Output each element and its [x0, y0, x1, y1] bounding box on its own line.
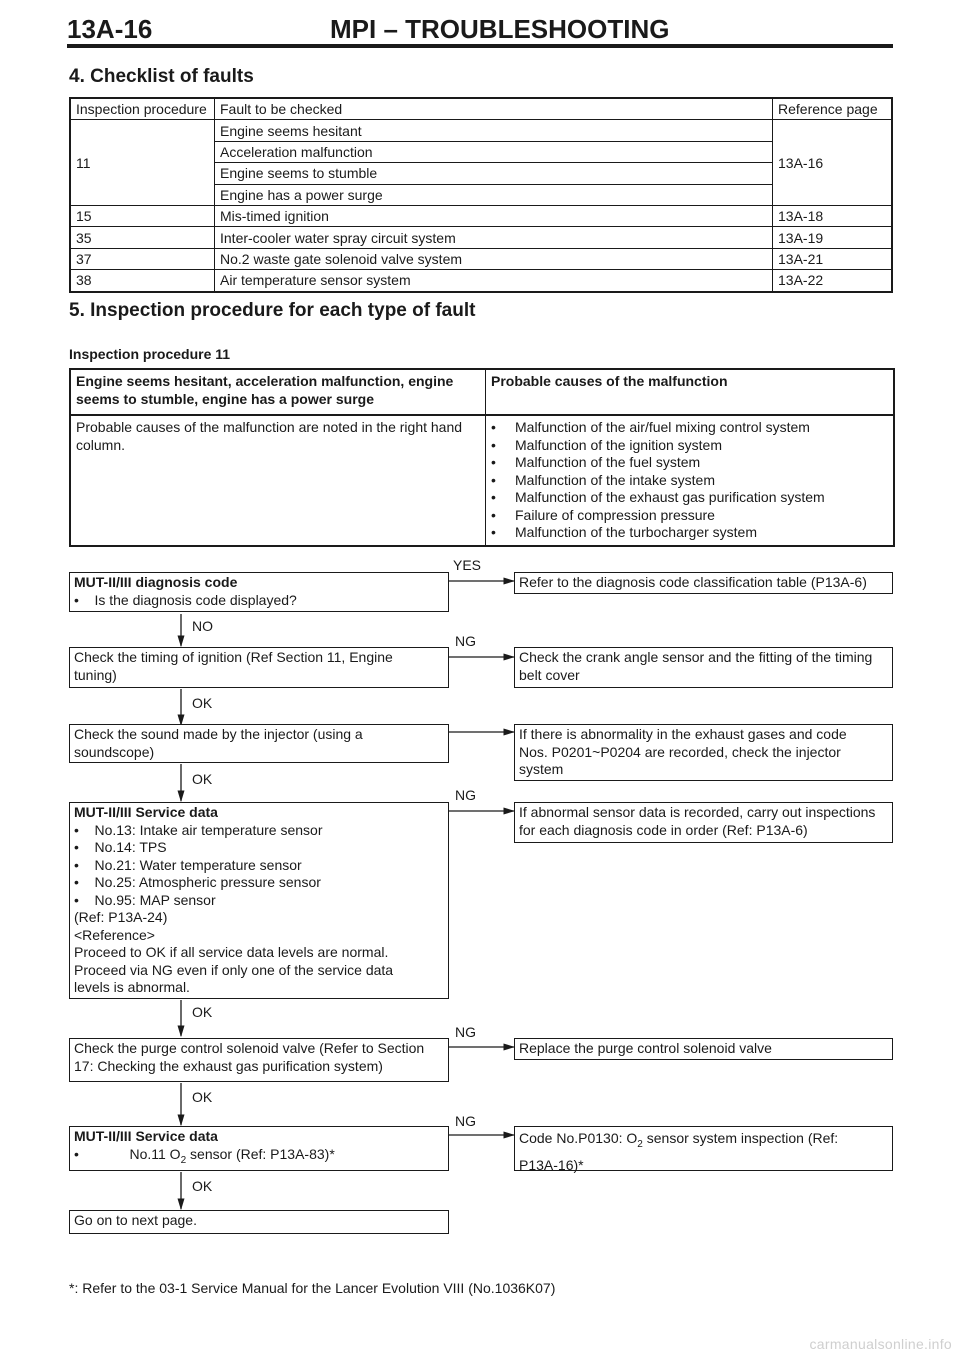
symptom-note: Probable causes of the malfunction are noted in the right hand column.: [70, 415, 486, 546]
ok-label: OK: [192, 1004, 213, 1020]
table-cell: No.2 waste gate solenoid valve system: [215, 248, 773, 269]
action-text: If abnormal sensor data is recorded, carry out inspections: [519, 804, 876, 820]
yes-action-box: [514, 572, 893, 594]
ok-label: OK: [192, 695, 213, 711]
table-cell: Engine has a power surge: [215, 184, 773, 205]
step-text: Check the purge control solenoid valve (Refer to Section: [74, 1040, 425, 1056]
step-item: • No.13: Intake air temperature sensor: [74, 821, 323, 838]
ng-action-box: [514, 647, 893, 688]
inspection-heading: 5. Inspection procedure for each type of fault: [69, 300, 476, 321]
causes-header: Probable causes of the malfunction: [486, 369, 895, 415]
step-o2-sensor: [69, 1126, 449, 1171]
step-text: tuning): [74, 666, 117, 683]
ok-label: OK: [192, 771, 213, 787]
list-item: • Failure of compression pressure: [491, 507, 888, 525]
ng-action-box: [514, 802, 893, 843]
symptom-header: Engine seems hesitant, acceleration malfunction, engine seems to stumble, engine has a power surge: [70, 369, 486, 415]
table-cell: 38: [70, 270, 215, 292]
ok-label: OK: [192, 1178, 213, 1194]
table-cell: 15: [70, 205, 215, 226]
step-text: Go on to next page.: [74, 1212, 197, 1228]
list-item: • Malfunction of the air/fuel mixing control system: [491, 419, 888, 437]
action-text: for each diagnosis code in order (Ref: P13A-6): [519, 821, 808, 838]
action-text: P13A-16)*: [519, 1156, 584, 1173]
step-text: soundscope): [74, 743, 155, 760]
step-item-text: No.25: Atmospheric pressure sensor: [94, 874, 321, 890]
table-cell: Inter-cooler water spray circuit system: [215, 227, 773, 248]
ng-label: NG: [455, 633, 476, 649]
table-cell: 37: [70, 248, 215, 269]
ng-action-box: [514, 1038, 893, 1060]
step-service-data: [69, 802, 449, 999]
step-text: Check the timing of ignition (Ref Section 11, Engine: [74, 649, 393, 665]
procedure-subheading: Inspection procedure 11: [69, 346, 231, 362]
page-title: MPI – TROUBLESHOOTING: [330, 14, 670, 44]
step-item-text: No.95: MAP sensor: [94, 891, 216, 908]
table-cell: 13A-18: [773, 205, 893, 226]
action-text: belt cover: [519, 666, 580, 683]
action-text-part: sensor system inspection (Ref:: [642, 1130, 839, 1146]
step-ignition-timing: [69, 647, 449, 688]
ng-label: NG: [455, 787, 476, 803]
list-item: • Malfunction of the turbocharger system: [491, 524, 888, 542]
action-text: system: [519, 761, 564, 777]
list-item: • Malfunction of the exhaust gas purification system: [491, 489, 888, 507]
watermark: carmanualsonline.info: [809, 1336, 952, 1352]
step-item-text: No.11 O: [129, 1145, 181, 1162]
list-item: • Malfunction of the fuel system: [491, 454, 888, 472]
step-text: (Ref: P13A-24): [74, 909, 168, 925]
table-cell: 11: [70, 120, 215, 206]
step-text: Proceed to OK if all service data levels are normal.: [74, 944, 389, 960]
table-cell: Acceleration malfunction: [215, 141, 773, 162]
table-cell: Mis-timed ignition: [215, 205, 773, 226]
action-text: Check the crank angle sensor and the fitting of the timing: [519, 649, 873, 665]
step-text: Proceed via NG even if only one of the service data: [74, 961, 394, 978]
table-cell: 13A-21: [773, 248, 893, 269]
step-item-text: No.21: Water temperature sensor: [94, 856, 302, 873]
step-text: Check the sound made by the injector (using a: [74, 726, 363, 742]
ng-label: NG: [455, 1024, 476, 1040]
step-text: levels is abnormal.: [74, 979, 190, 995]
step-injector-sound: [69, 724, 449, 763]
step-next-page: [69, 1210, 449, 1234]
ng-label: NG: [455, 1113, 476, 1129]
footnote: *: Refer to the 03-1 Service Manual for the Lancer Evolution VIII (No.1036K07): [69, 1280, 556, 1296]
step-item: • No.14: TPS: [74, 839, 167, 855]
action-text: Nos. P0201~P0204 are recorded, check the injector: [519, 743, 841, 760]
step-item: • No.95: MAP sensor: [74, 891, 216, 908]
step-item: • No.11 $O_2$ sensor (Ref: P13A-83)*: [74, 1145, 335, 1166]
step-item-text: sensor (Ref: P13A-83)*: [186, 1145, 335, 1162]
no-label: NO: [192, 618, 213, 634]
ng-action-box: [514, 1126, 893, 1171]
subscript: 2: [180, 1154, 187, 1166]
page-number: 13A-16: [67, 14, 153, 44]
action-text-part: Code No.P0130: O: [519, 1130, 638, 1146]
step-diagnosis-code: [69, 572, 449, 612]
step-title: MUT-II/III Service data: [74, 1128, 218, 1144]
table-cell: Air temperature sensor system: [215, 270, 773, 292]
step-item-text: No.14: TPS: [94, 839, 167, 855]
table-cell: 35: [70, 227, 215, 248]
checklist-heading: 4. Checklist of faults: [69, 66, 254, 87]
step-item: • No.21: Water temperature sensor: [74, 856, 302, 873]
subscript: 2: [637, 1138, 643, 1150]
action-text: Refer to the diagnosis code classification table (P13A-6): [519, 574, 867, 590]
table-cell: Engine seems hesitant: [215, 120, 773, 141]
step-purge-valve: [69, 1038, 449, 1082]
table-cell: 13A-16: [773, 120, 893, 206]
step-item: • No.25: Atmospheric pressure sensor: [74, 874, 321, 890]
step-title: MUT-II/III diagnosis code: [74, 574, 238, 590]
step-item: • Is the diagnosis code displayed?: [74, 591, 297, 608]
ng-action-box: [514, 724, 893, 781]
action-text: If there is abnormality in the exhaust gases and code: [519, 726, 847, 742]
step-text: 17: Checking the exhaust gas purification system): [74, 1057, 383, 1074]
ok-label: OK: [192, 1089, 213, 1105]
action-text: Replace the purge control solenoid valve: [519, 1040, 772, 1056]
yes-label: YES: [453, 557, 482, 573]
step-item-text: No.13: Intake air temperature sensor: [94, 821, 323, 838]
column-header: Fault to be checked: [215, 98, 773, 120]
step-item-text: Is the diagnosis code displayed?: [94, 591, 297, 608]
list-item: • Malfunction of the ignition system: [491, 437, 888, 455]
column-header: Reference page: [773, 98, 893, 120]
table-cell: 13A-22: [773, 270, 893, 292]
table-cell: 13A-19: [773, 227, 893, 248]
list-item: • Malfunction of the intake system: [491, 472, 888, 490]
action-text: [519, 1128, 888, 1155]
column-header: Inspection procedure: [70, 98, 215, 120]
step-title: MUT-II/III Service data: [74, 804, 218, 820]
table-cell: Engine seems to stumble: [215, 163, 773, 184]
step-text: <Reference>: [74, 926, 155, 943]
